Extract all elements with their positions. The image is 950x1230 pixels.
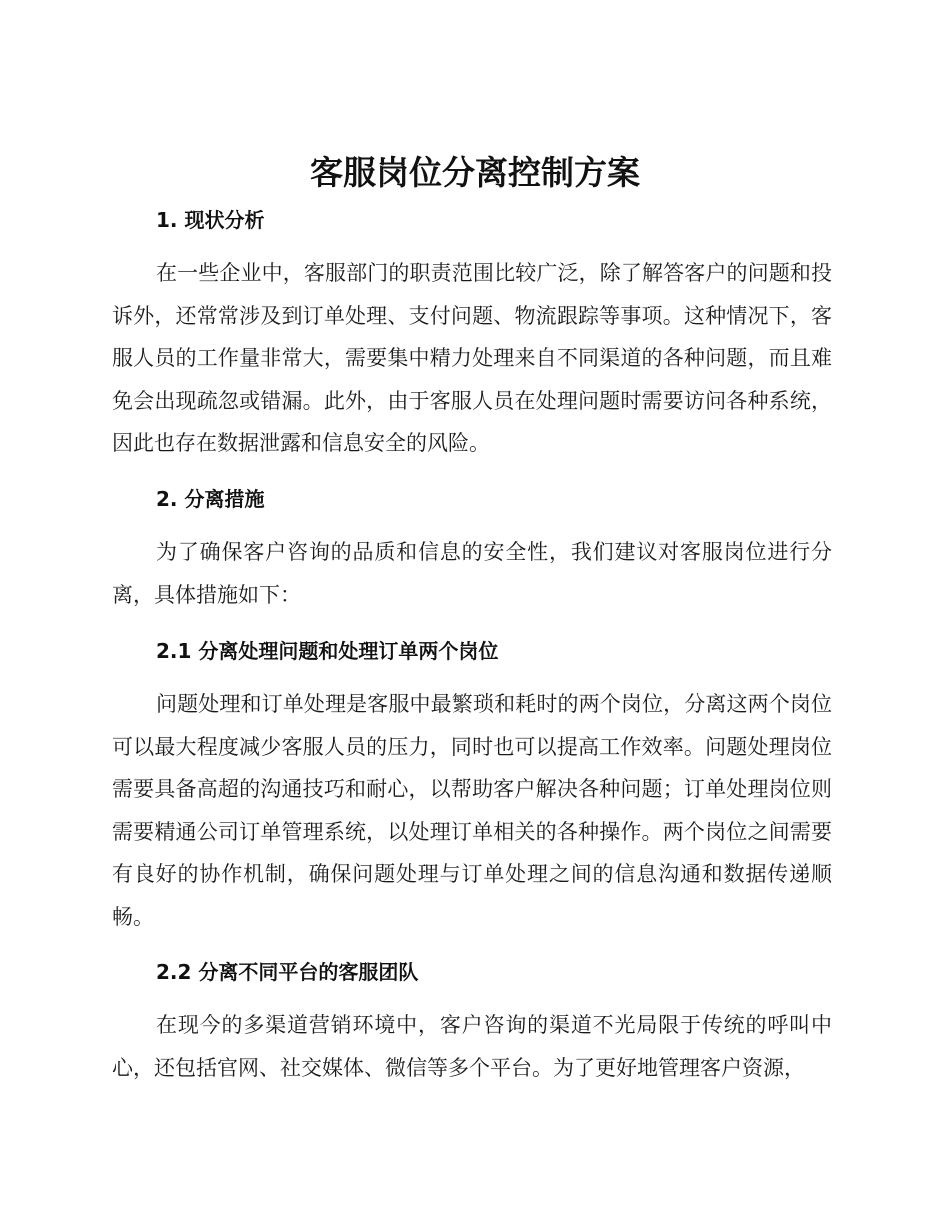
document-title: 客服岗位分离控制方案	[310, 153, 640, 192]
section-paragraph-issue-order-split: 问题处理和订单处理是客服中最繁琐和耗时的两个岗位，分离这两个岗位可以最大程度减少客服人员的压力，同时也可以提高工作效率。问题处理岗位需要具备高超的沟通技巧和耐心，以帮助客户解决各种问题；订单处理岗位则需要精通公司订单管理系统，以处理订单相关的各种操作。两个岗位之间需要有良好的协作机制，确保问题处理与订单处理之间的信息沟通和数据传递顺畅。	[112, 692, 832, 929]
section-heading-current-status: 1. 现状分析	[156, 208, 265, 232]
section-heading-separation-measures: 2. 分离措施	[156, 487, 265, 511]
section-paragraph-separation-measures: 为了确保客户咨询的品质和信息的安全性，我们建议对客服岗位进行分离，具体措施如下：	[112, 540, 832, 607]
section-heading-platform-teams: 2.2 分离不同平台的客服团队	[156, 960, 419, 984]
section-paragraph-current-status: 在一些企业中，客服部门的职责范围比较广泛，除了解答客户的问题和投诉外，还常常涉及到订单处理、支付问题、物流跟踪等事项。这种情况下，客服人员的工作量非常大，需要集中精力处理来自不同渠道的各种问题，而且难免会出现疏忽或错漏。此外，由于客服人员在处理问题时需要访问各种系统，因此也存在数据泄露和信息安全的风险。	[112, 261, 832, 455]
section-paragraph-platform-teams: 在现今的多渠道营销环境中，客户咨询的渠道不光局限于传统的呼叫中心，还包括官网、社交媒体、微信等多个平台。为了更好地管理客户资源，	[112, 1013, 832, 1080]
section-heading-issue-order-split: 2.1 分离处理问题和处理订单两个岗位	[156, 639, 499, 663]
